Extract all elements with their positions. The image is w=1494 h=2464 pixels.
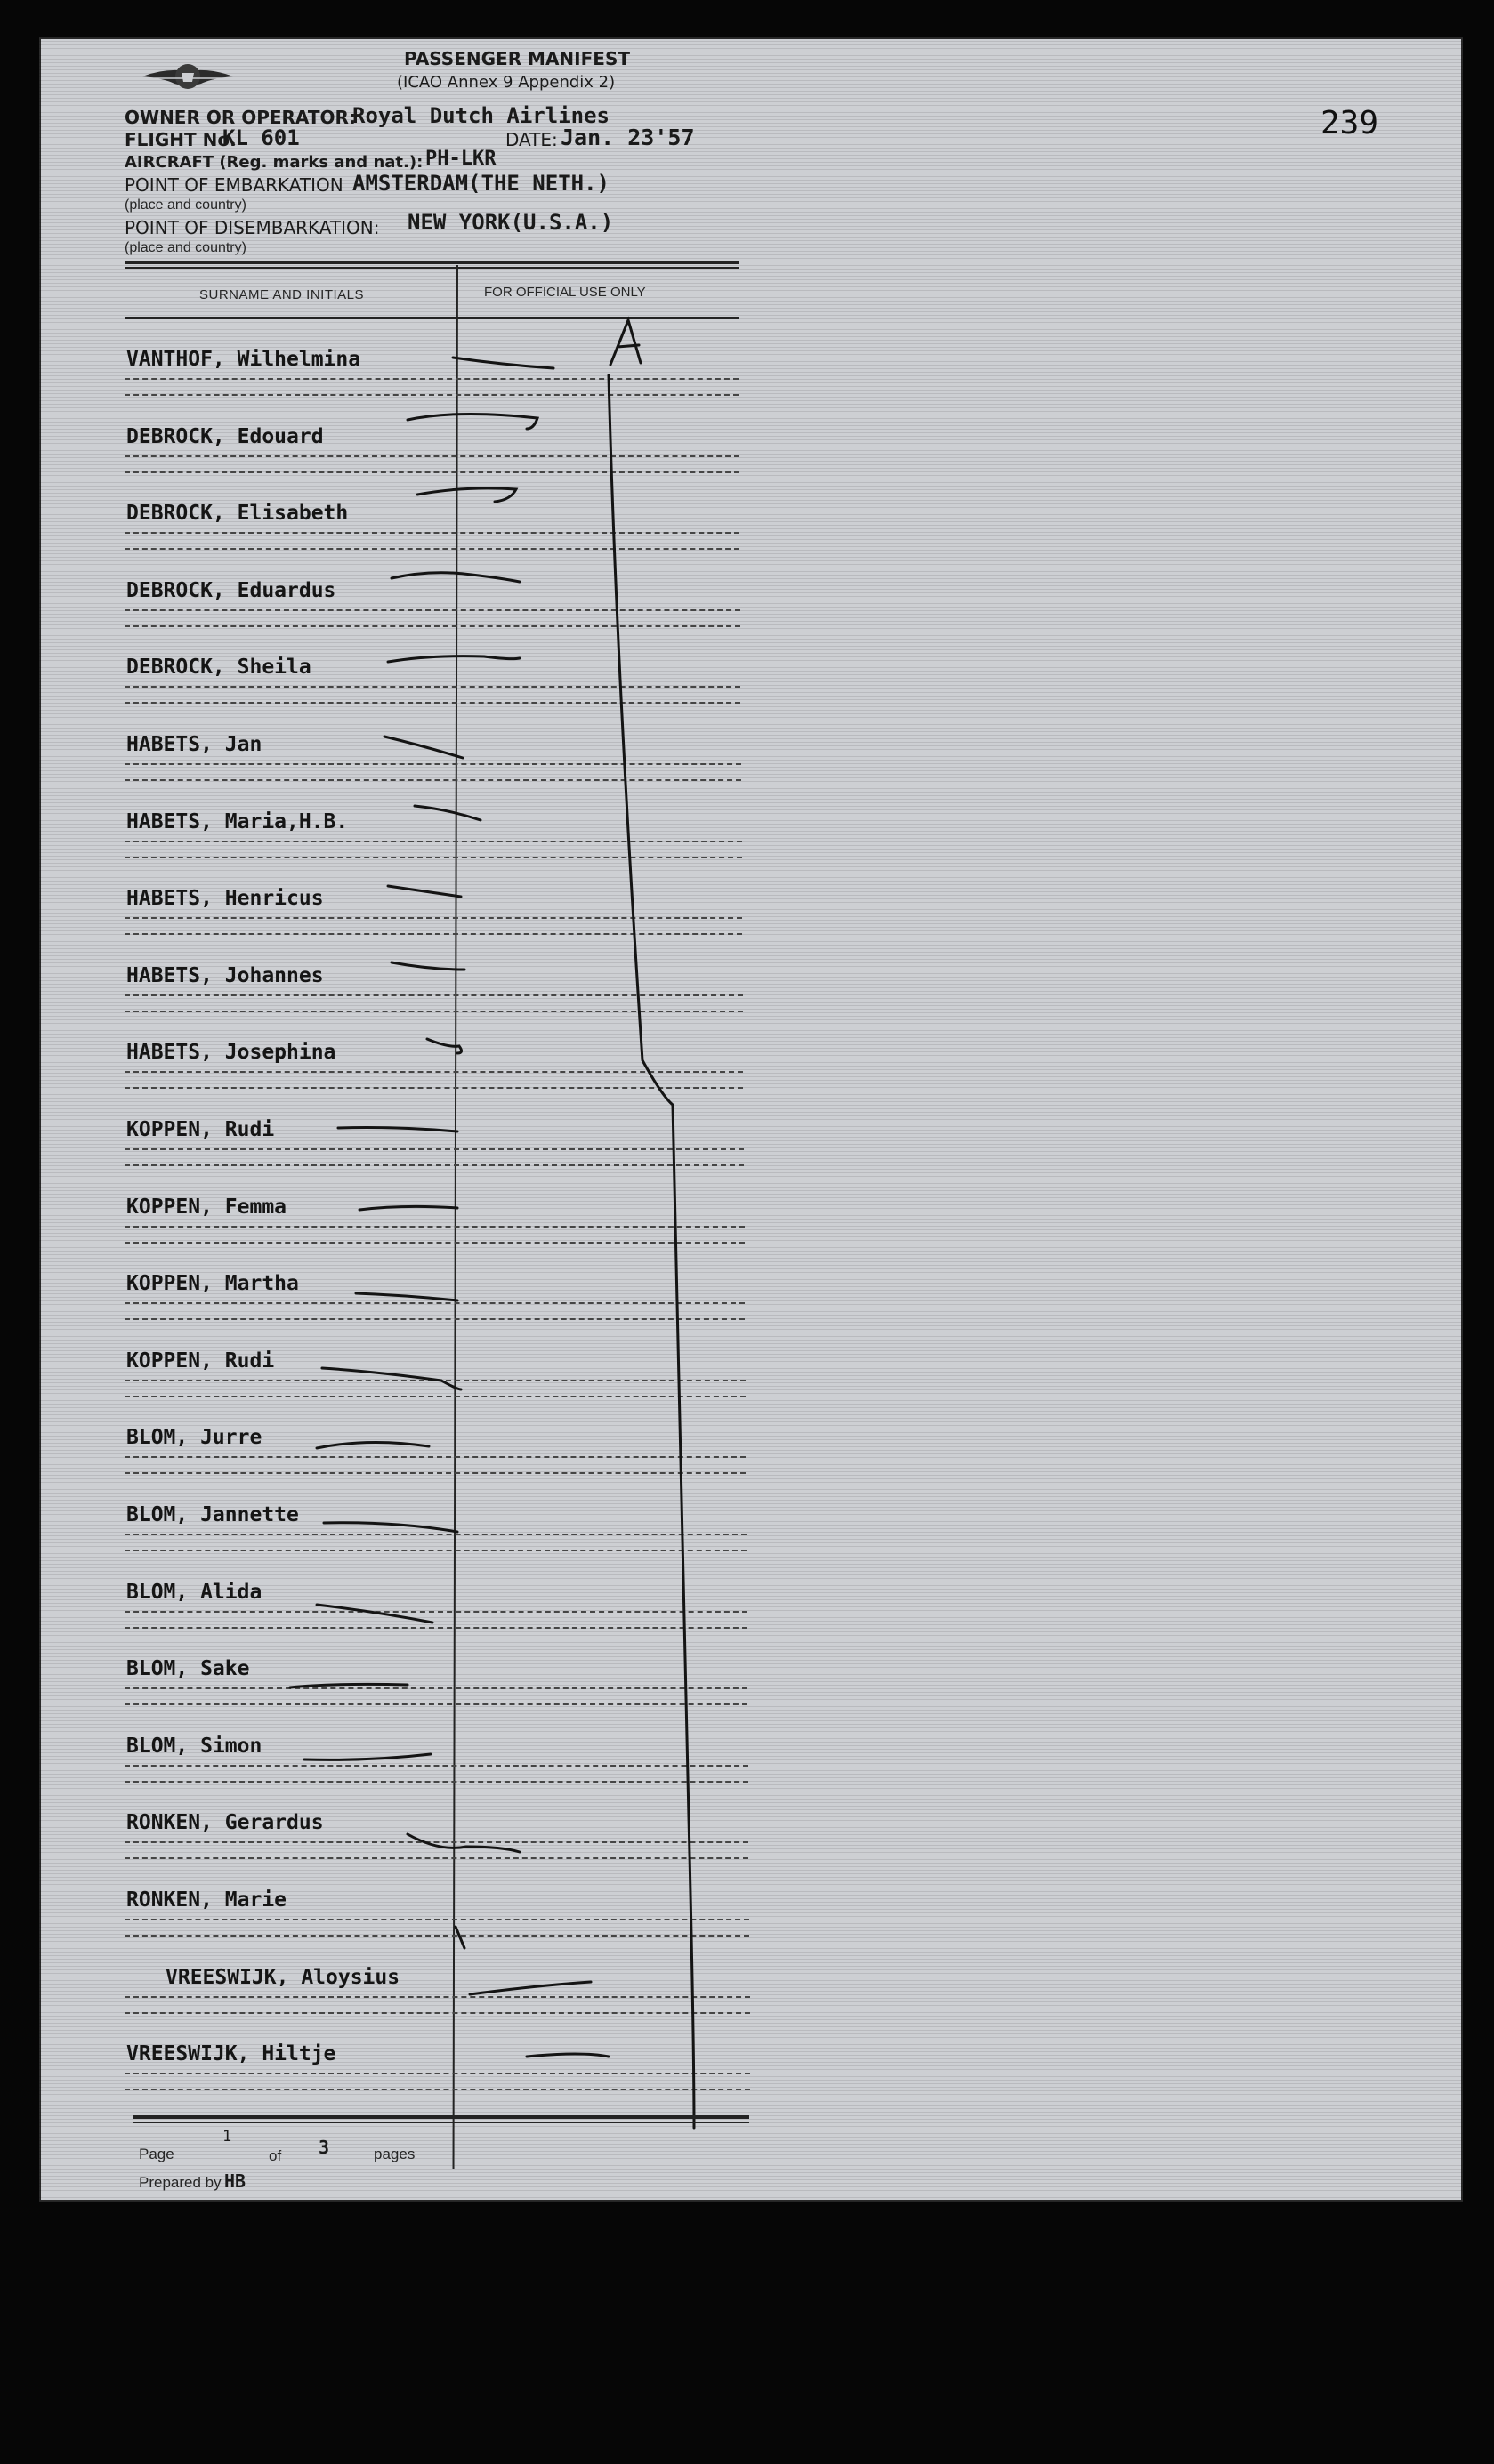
official-checkmarks <box>39 37 1463 2202</box>
disembarkation-sub: (place and country) <box>125 240 246 255</box>
owner-value: Royal Dutch Airlines <box>352 103 610 128</box>
passenger-name: BLOM, Alida <box>126 1580 262 1604</box>
date-label: DATE: <box>505 129 558 150</box>
passenger-name: VANTHOF, Wilhelmina <box>126 348 361 371</box>
passenger-name: KOPPEN, Femma <box>126 1195 287 1219</box>
aircraft-label: AIRCRAFT (Reg. marks and nat.): <box>125 153 424 172</box>
aircraft-value: PH-LKR <box>425 148 497 170</box>
passenger-name: KOPPEN, Rudi <box>126 1349 275 1373</box>
column-header-surname: SURNAME AND INITIALS <box>199 287 365 302</box>
manifest-subtitle: (ICAO Annex 9 Appendix 2) <box>397 73 616 92</box>
embarkation-sub: (place and country) <box>125 197 246 213</box>
total-pages-value: 3 <box>319 2137 330 2158</box>
passenger-name: VREESWIJK, Aloysius <box>166 1965 400 1989</box>
passenger-name: KOPPEN, Martha <box>126 1272 299 1296</box>
page-value: 1 <box>222 2128 232 2146</box>
prepared-label: Prepared by <box>139 2174 222 2191</box>
passenger-name: BLOM, Jurre <box>126 1426 262 1450</box>
passenger-name: DEBROCK, Edouard <box>126 424 324 448</box>
passenger-name: BLOM, Jannette <box>126 1503 299 1526</box>
page-label: Page <box>139 2146 174 2162</box>
flight-value: KL 601 <box>222 125 300 150</box>
disembarkation-label: POINT OF DISEMBARKATION: <box>125 217 380 238</box>
flight-label: FLIGHT No. <box>125 129 237 150</box>
pages-label: pages <box>374 2146 416 2162</box>
manifest-sheet <box>39 37 1463 2202</box>
passenger-name: HABETS, Johannes <box>126 963 324 987</box>
owner-label: OWNER OR OPERATOR: <box>125 107 356 128</box>
column-header-official: FOR OFFICIAL USE ONLY <box>484 285 646 300</box>
of-label: of <box>269 2147 282 2164</box>
footer-rule-2 <box>133 2122 749 2123</box>
passenger-name: DEBROCK, Eduardus <box>126 578 336 602</box>
passenger-name: HABETS, Jan <box>126 733 262 756</box>
passenger-name: BLOM, Sake <box>126 1657 250 1681</box>
passenger-name: RONKEN, Marie <box>126 1888 287 1912</box>
sheet-number: 239 <box>1320 105 1379 141</box>
passenger-name: BLOM, Simon <box>126 1734 262 1758</box>
passenger-name: HABETS, Henricus <box>126 887 324 911</box>
passenger-name: HABETS, Maria,H.B. <box>126 809 349 833</box>
passenger-name: DEBROCK, Sheila <box>126 656 311 680</box>
passenger-name: RONKEN, Gerardus <box>126 1811 324 1835</box>
passenger-name: HABETS, Josephina <box>126 1041 336 1065</box>
passenger-name: DEBROCK, Elisabeth <box>126 502 349 526</box>
embarkation-label: POINT OF EMBARKATION <box>125 174 343 196</box>
disembarkation-value: NEW YORK(U.S.A.) <box>408 210 614 235</box>
date-value: Jan. 23'57 <box>561 125 695 150</box>
passenger-name: VREESWIJK, Hiltje <box>126 2042 336 2066</box>
prepared-value: HB <box>224 2170 246 2192</box>
manifest-title: PASSENGER MANIFEST <box>404 48 630 69</box>
footer-rule <box>133 2115 749 2119</box>
passenger-name: KOPPEN, Rudi <box>126 1118 275 1141</box>
embarkation-value: AMSTERDAM(THE NETH.) <box>352 171 610 196</box>
